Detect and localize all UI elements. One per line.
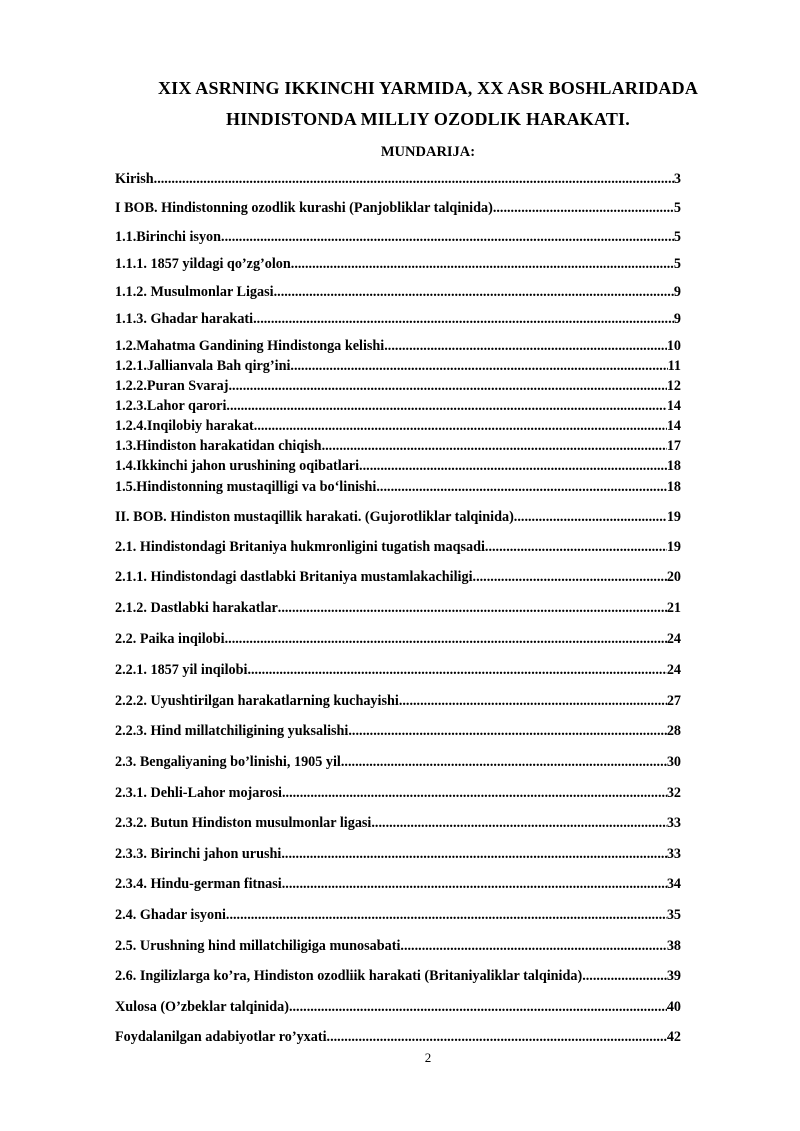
toc-leader-dots: [247, 662, 666, 679]
toc-leader-dots: [253, 311, 674, 328]
toc-leader-dots: [514, 509, 667, 526]
toc-leader-dots: [229, 378, 667, 395]
toc-entry-number: 1.4.: [115, 458, 137, 474]
toc-entry-number: 1.5.: [115, 479, 137, 495]
toc-entry[interactable]: [115, 284, 681, 304]
toc-entry-label: 2.6. Ingilizlarga ko’ra, Hindiston ozodliik harakati (Britaniyaliklar talqinida): [115, 968, 583, 984]
toc-entry-page: 9: [673, 284, 681, 300]
toc-entry-label: 1.1.1. 1857 yildagi qo’zg’olon: [115, 256, 291, 272]
toc-entry[interactable]: [115, 907, 681, 927]
toc-entry-page: 18: [666, 479, 681, 495]
toc-leader-dots: [221, 229, 674, 246]
toc-entry[interactable]: [115, 723, 681, 743]
toc-entry-label: Kirish: [115, 171, 154, 187]
toc-entry-number: 1.3.: [115, 438, 137, 454]
toc-leader-dots: [371, 815, 666, 832]
toc-entry[interactable]: [115, 200, 681, 220]
toc-leader-dots: [341, 754, 667, 771]
toc-entry-label: 2.3.1. Dehli-Lahor mojarosi: [115, 785, 282, 801]
toc-entry-label: 2.2.2. Uyushtirilgan harakatlarning kuchayishi: [115, 693, 399, 709]
toc-entry-label: 2.1.1. Hindistondagi dastlabki Britaniya mustamlakachiligi: [115, 569, 473, 585]
toc-entry[interactable]: [115, 968, 681, 988]
document-title-line-2: HINDISTONDA MILLIY OZODLIK HARAKATI.: [226, 109, 630, 129]
toc-entry[interactable]: [115, 754, 681, 774]
toc-entry-label: II. BOB. Hindiston mustaqillik harakati. (Gujorotliklar talqinida): [115, 509, 514, 525]
toc-entry-number: 1.2.4.: [115, 418, 147, 434]
toc-entry[interactable]: [115, 171, 681, 191]
toc-entry-label: 2.2.3. Hind millatchiligining yuksalishi: [115, 723, 349, 739]
toc-entry[interactable]: [115, 338, 681, 358]
toc-entry[interactable]: [115, 846, 681, 866]
toc-leader-dots: [254, 418, 667, 435]
toc-entry[interactable]: [115, 229, 681, 249]
toc-entry[interactable]: [115, 398, 681, 418]
toc-leader-dots: [281, 846, 666, 863]
toc-entry-page: 9: [673, 311, 681, 327]
toc-entry-page: 39: [666, 968, 681, 984]
toc-entry[interactable]: [115, 479, 681, 499]
toc-leader-dots: [282, 876, 667, 893]
toc-entry-page: 21: [666, 600, 681, 616]
toc-entry[interactable]: [115, 815, 681, 835]
toc-entry-page: 17: [666, 438, 681, 454]
toc-leader-dots: [225, 631, 667, 648]
toc-entry-label: 2.1.2. Dastlabki harakatlar: [115, 600, 278, 616]
toc-leader-dots: [384, 338, 667, 355]
toc-entry-label: Birinchi isyon: [136, 229, 222, 245]
toc-entry-page: 5: [673, 256, 681, 272]
toc-entry-page: 19: [666, 509, 681, 525]
toc-leader-dots: [582, 968, 667, 985]
toc-entry-page: 27: [666, 693, 681, 709]
toc-entry[interactable]: [115, 569, 681, 589]
toc-entry-label: Lahor qarori: [146, 398, 227, 414]
toc-entry-page: 33: [666, 815, 681, 831]
toc-entry[interactable]: [115, 693, 681, 713]
toc-entry-page: 42: [666, 1029, 681, 1045]
toc-entry-page: 11: [667, 358, 681, 374]
toc-entry-label: 1.1.3. Ghadar harakati: [115, 311, 254, 327]
toc-entry-page: 14: [666, 398, 681, 414]
toc-entry[interactable]: [115, 418, 681, 438]
toc-leader-dots: [473, 569, 667, 586]
toc-entry[interactable]: [115, 358, 681, 378]
toc-entry-label: I BOB. Hindistonning ozodlik kurashi (Panjobliklar talqinida): [115, 200, 493, 216]
toc-entry-label: 2.2.1. 1857 yil inqilobi: [115, 662, 248, 678]
toc-entry[interactable]: [115, 458, 681, 478]
toc-entry-page: 3: [673, 171, 681, 187]
toc-entry-page: 24: [666, 631, 681, 647]
toc-entry-label: 2.4. Ghadar isyoni: [115, 907, 226, 923]
toc-entry-page: 34: [666, 876, 681, 892]
toc-entry[interactable]: [115, 785, 681, 805]
toc-entry-page: 35: [666, 907, 681, 923]
toc-entry-label: Mahatma Gandining Hindistonga kelishi: [136, 338, 385, 354]
toc-entry-label: Foydalanilgan adabiyotlar ro’yxati: [115, 1029, 327, 1045]
toc-leader-dots: [154, 171, 674, 188]
page-number: 2: [424, 1050, 432, 1065]
toc-leader-dots: [291, 256, 674, 273]
toc-entry-page: 38: [666, 938, 681, 954]
toc-entry-label: Hindiston harakatidan chiqish: [136, 438, 322, 454]
toc-entry-number: 1.1.: [115, 229, 137, 245]
toc-entry-label: 2.1. Hindistondagi Britaniya hukmronligini tugatish maqsadi: [115, 539, 485, 555]
toc-entry-label: Inqilobiy harakat: [146, 418, 254, 434]
toc-entry-page: 5: [673, 200, 681, 216]
toc-entry-label: 2.5. Urushning hind millatchiligiga munosabati: [115, 938, 401, 954]
toc-entry-label: Jallianvala Bah qirg’ini: [146, 358, 291, 374]
toc-leader-dots: [376, 479, 666, 496]
toc-entry[interactable]: [115, 662, 681, 682]
toc-entry-number: 1.2.3.: [115, 398, 147, 414]
toc-leader-dots: [278, 600, 667, 617]
toc-entry[interactable]: [115, 539, 681, 559]
toc-leader-dots: [485, 539, 667, 556]
toc-heading: MUNDARIJA:: [380, 144, 476, 160]
toc-entry-page: 10: [666, 338, 681, 354]
toc-entry-page: 5: [673, 229, 681, 245]
toc-entry-page: 12: [666, 378, 681, 394]
toc-entry[interactable]: [115, 1029, 681, 1049]
toc-entry[interactable]: [115, 311, 681, 331]
toc-entry-number: 1.2.1.: [115, 358, 147, 374]
toc-entry[interactable]: [115, 256, 681, 276]
toc-leader-dots: [399, 693, 667, 710]
toc-entry[interactable]: [115, 631, 681, 651]
toc-entry-label: Ikkinchi jahon urushining oqibatlari: [136, 458, 360, 474]
toc-entry[interactable]: [115, 938, 681, 958]
toc-leader-dots: [289, 999, 667, 1016]
toc-entry-label: Puran Svaraj: [146, 378, 229, 394]
document-title-line-1: XIX ASRNING IKKINCHI YARMIDA, XX ASR BOSHLARIDADA: [157, 78, 699, 98]
toc-entry-page: 18: [666, 458, 681, 474]
toc-leader-dots: [282, 785, 667, 802]
toc-entry-page: 33: [666, 846, 681, 862]
toc-entry-label: 2.3.3. Birinchi jahon urushi: [115, 846, 282, 862]
toc-leader-dots: [359, 458, 667, 475]
toc-entry-label: 2.3.4. Hindu-german fitnasi: [115, 876, 282, 892]
toc-entry-page: 40: [666, 999, 681, 1015]
toc-entry[interactable]: [115, 509, 681, 529]
toc-entry-label: Hindistonning mustaqilligi va bo‘linishi: [136, 479, 377, 495]
toc-entry-label: 2.3. Bengaliyaning bo’linishi, 1905 yil: [115, 754, 341, 770]
toc-entry-number: 1.2.: [115, 338, 137, 354]
toc-entry-label: 2.2. Paika inqilobi: [115, 631, 225, 647]
toc-entry[interactable]: [115, 600, 681, 620]
toc-entry-label: 2.3.2. Butun Hindiston musulmonlar ligasi: [115, 815, 372, 831]
toc-entry-page: 28: [666, 723, 681, 739]
toc-entry-number: 1.2.2.: [115, 378, 147, 394]
toc-entry-page: 19: [666, 539, 681, 555]
toc-leader-dots: [493, 200, 674, 217]
toc-entry[interactable]: [115, 876, 681, 896]
toc-leader-dots: [290, 358, 667, 375]
toc-entry[interactable]: [115, 378, 681, 398]
toc-entry-label: Xulosa (O’zbeklar talqinida): [115, 999, 289, 1015]
toc-entry-page: 32: [666, 785, 681, 801]
toc-leader-dots: [400, 938, 666, 955]
toc-entry-page: 20: [666, 569, 681, 585]
toc-leader-dots: [327, 1029, 667, 1046]
toc-leader-dots: [226, 398, 666, 415]
toc-entry[interactable]: [115, 999, 681, 1019]
toc-entry-page: 24: [666, 662, 681, 678]
toc-leader-dots: [322, 438, 667, 455]
toc-entry-page: 30: [666, 754, 681, 770]
toc-leader-dots: [348, 723, 666, 740]
toc-entry-label: 1.1.2. Musulmonlar Ligasi: [115, 284, 274, 300]
toc-entry-page: 14: [666, 418, 681, 434]
toc-leader-dots: [274, 284, 674, 301]
toc-leader-dots: [226, 907, 667, 924]
toc-entry[interactable]: [115, 438, 681, 458]
